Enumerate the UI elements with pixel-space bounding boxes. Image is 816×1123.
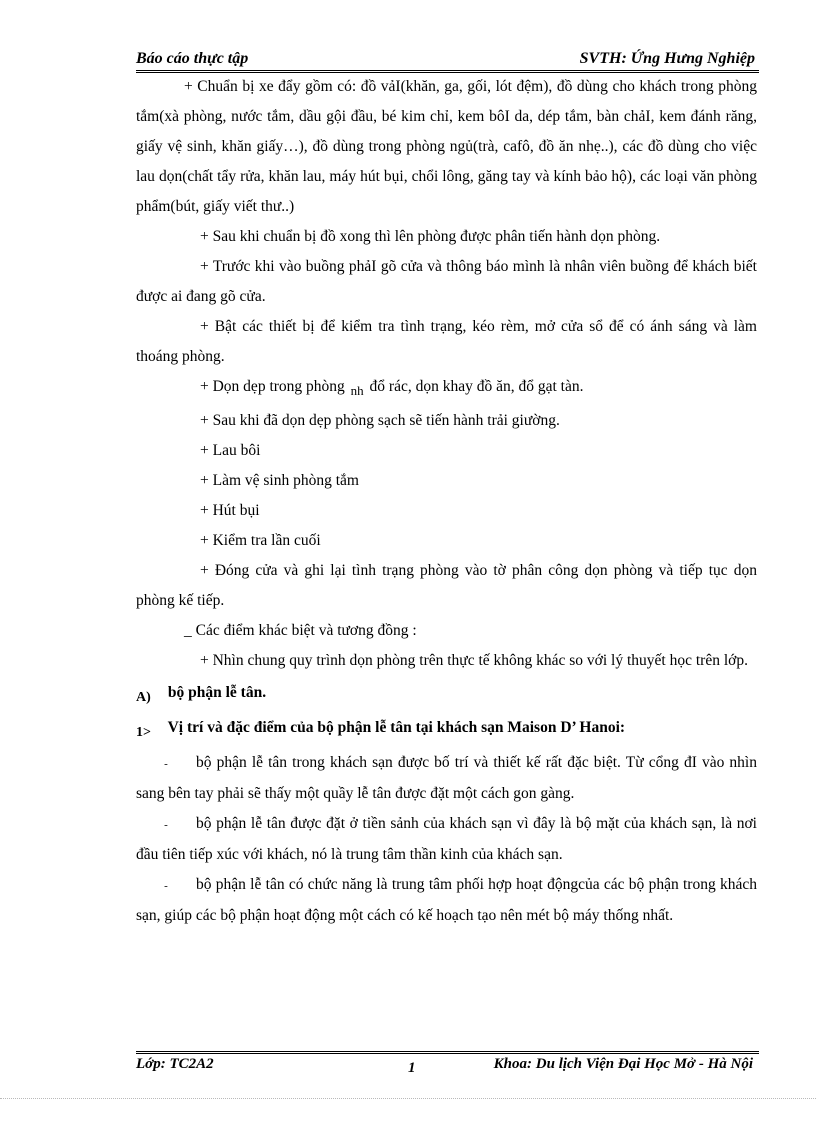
clean-room-text-b: đổ rác, dọn khay đồ ăn, đổ gạt tàn. xyxy=(369,378,584,395)
page-footer xyxy=(136,1056,759,1080)
paragraph-make-bed: + Sau khi đã dọn dẹp phòng sạch sẽ tiến hành trải giường. xyxy=(200,412,560,429)
paragraph-prepare-cart: + Chuẩn bị xe đẩy gồm có: đồ vảI(khăn, ga, gối, lót đệm), đồ dùng cho khách trong phòng tắm(xà phòng, nước tắm, dầu gội đầu, bé kim chỉ, kem bôI da, dép tắm, bàn chảI, kem đánh răng, giấy vệ sinh, khăn giấy…), đồ dùng trong phòng ngủ(trà, cafô, đồ ăn nhẹ..), các đồ dùng cho việc lau dọn(chất tẩy rửa, khăn lau, máy hút bụi, chổi lông, găng tay và kính bảo hộ), các loại văn phòng phẩm(bút, giấy viết thư..) xyxy=(136,78,757,215)
paragraph-final-check: + Kiểm tra lần cuối xyxy=(200,532,321,549)
paragraph-close-door: + Đóng cửa và ghi lại tình trạng phòng vào tờ phân công dọn phòng và tiếp tục dọn phòng kế tiếp. xyxy=(136,562,757,609)
dash-text-location: bộ phận lễ tân trong khách sạn được bố trí và thiết kế rất đặc biệt. Từ cổng đI vào nhìn sang bên tay phải sẽ thấy một quầy lễ tân được đặt một cách gon gàng. xyxy=(136,754,757,802)
paragraph-check-devices: + Bật các thiết bị để kiểm tra tình trạng, kéo rèm, mở cửa sổ để có ánh sáng và làm thoáng phòng. xyxy=(136,318,757,365)
subsection-number-1: 1> xyxy=(136,725,151,740)
dash-paragraph-lobby xyxy=(136,809,757,870)
paragraph-go-to-room: + Sau khi chuẩn bị đồ xong thì lên phòng được phân tiến hành dọn phòng. xyxy=(200,228,661,245)
paragraph-clean-bathroom: + Làm vệ sinh phòng tắm xyxy=(200,472,359,489)
section-heading-a xyxy=(136,678,757,713)
paragraph-wipe: + Lau bôi xyxy=(200,442,261,459)
section-title-a: bộ phận lễ tân. xyxy=(167,684,267,701)
dash-mark: - xyxy=(164,880,168,892)
paragraph-clean-room xyxy=(136,372,757,406)
clean-room-subscript: nh xyxy=(350,383,364,398)
paragraph-differences: _ Các điểm khác biệt và tương đồng : xyxy=(184,622,417,639)
clean-room-text-a: + Dọn dẹp trong phòng xyxy=(200,378,345,395)
footer-faculty: Khoa: Du lịch Viện Đại Học Mở - Hà Nội xyxy=(493,1056,753,1072)
paragraph-overall: + Nhìn chung quy trình dọn phòng trên thực tế không khác so với lý thuyết học trên lớp. xyxy=(200,652,748,669)
subsection-heading-1 xyxy=(136,713,757,748)
dash-mark: - xyxy=(164,758,168,770)
dash-text-lobby: bộ phận lễ tân được đặt ở tiền sảnh của khách sạn vì đây là bộ mặt của khách sạn, là nơi đầu tiên tiếp xúc với khách, nó là trung tâm thần kinh của khách sạn. xyxy=(136,815,757,863)
dash-text-function: bộ phận lễ tân có chức năng là trung tâm phối hợp hoạt độngcủa các bộ phận trong khách sạn, giúp các bộ phận hoạt động một cách có kế hoạch tạo nên mét bộ máy thống nhất. xyxy=(136,876,757,924)
section-number-a: A) xyxy=(136,690,151,705)
header-student-name: SVTH: Ứng Hưng Nghiệp xyxy=(579,50,755,67)
paragraph-knock-door: + Trước khi vào buồng phảI gõ cửa và thông báo mình là nhân viên buồng để khách biết được ai đang gõ cửa. xyxy=(136,258,757,305)
page-bottom-dotted-rule xyxy=(0,1098,816,1099)
footer-class: Lớp: TC2A2 xyxy=(136,1056,214,1072)
page-number: 1 xyxy=(408,1060,416,1076)
header-report-title: Báo cáo thực tập xyxy=(136,50,249,67)
paragraph-vacuum: + Hút bụi xyxy=(200,502,260,519)
subsection-title-1: Vị trí và đặc điểm của bộ phận lễ tân tại khách sạn Maison D’ Hanoi: xyxy=(167,719,626,736)
dash-mark: - xyxy=(164,819,168,831)
dash-paragraph-function xyxy=(136,870,757,931)
footer-divider xyxy=(136,1051,759,1054)
page-header xyxy=(136,48,759,70)
document-body xyxy=(136,72,757,931)
dash-paragraph-location xyxy=(136,748,757,809)
